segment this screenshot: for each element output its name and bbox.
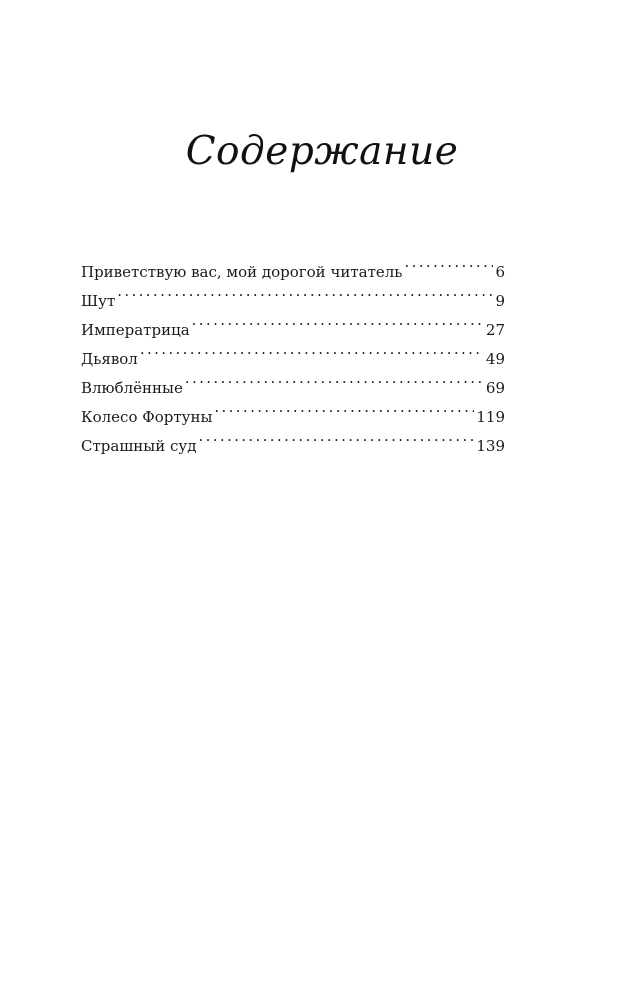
toc-entry-page: 6 xyxy=(495,263,505,281)
dot-leader xyxy=(198,422,474,451)
toc-entry-label: Страшный суд xyxy=(81,437,197,455)
toc-entry[interactable] xyxy=(81,306,505,339)
dot-leader xyxy=(192,306,484,335)
toc-entry-label: Влюблённые xyxy=(81,379,183,397)
toc-entry-page: 119 xyxy=(476,408,505,426)
toc-entry-label: Императрица xyxy=(81,321,190,339)
toc-entry-page: 9 xyxy=(495,292,505,310)
toc-entry-label: Дьявол xyxy=(81,350,138,368)
toc-entry[interactable] xyxy=(81,248,505,281)
toc-entry-page: 69 xyxy=(485,379,505,397)
table-of-contents xyxy=(81,248,505,455)
dot-leader xyxy=(140,335,484,364)
dot-leader xyxy=(214,393,474,422)
toc-entry-page: 49 xyxy=(485,350,505,368)
dot-leader xyxy=(185,364,484,393)
toc-entry-label: Колесо Фортуны xyxy=(81,408,213,426)
toc-entry[interactable] xyxy=(81,277,505,310)
toc-entry[interactable] xyxy=(81,335,505,368)
dot-leader xyxy=(117,277,493,306)
toc-entry-label: Приветствую вас, мой дорогой читатель xyxy=(81,263,403,281)
toc-entry-page: 139 xyxy=(476,437,505,455)
page-title: Содержание xyxy=(185,129,459,174)
dot-leader xyxy=(404,248,493,277)
toc-entry[interactable] xyxy=(81,364,505,397)
toc-entry-label: Шут xyxy=(81,292,116,310)
toc-entry-page: 27 xyxy=(485,321,505,339)
